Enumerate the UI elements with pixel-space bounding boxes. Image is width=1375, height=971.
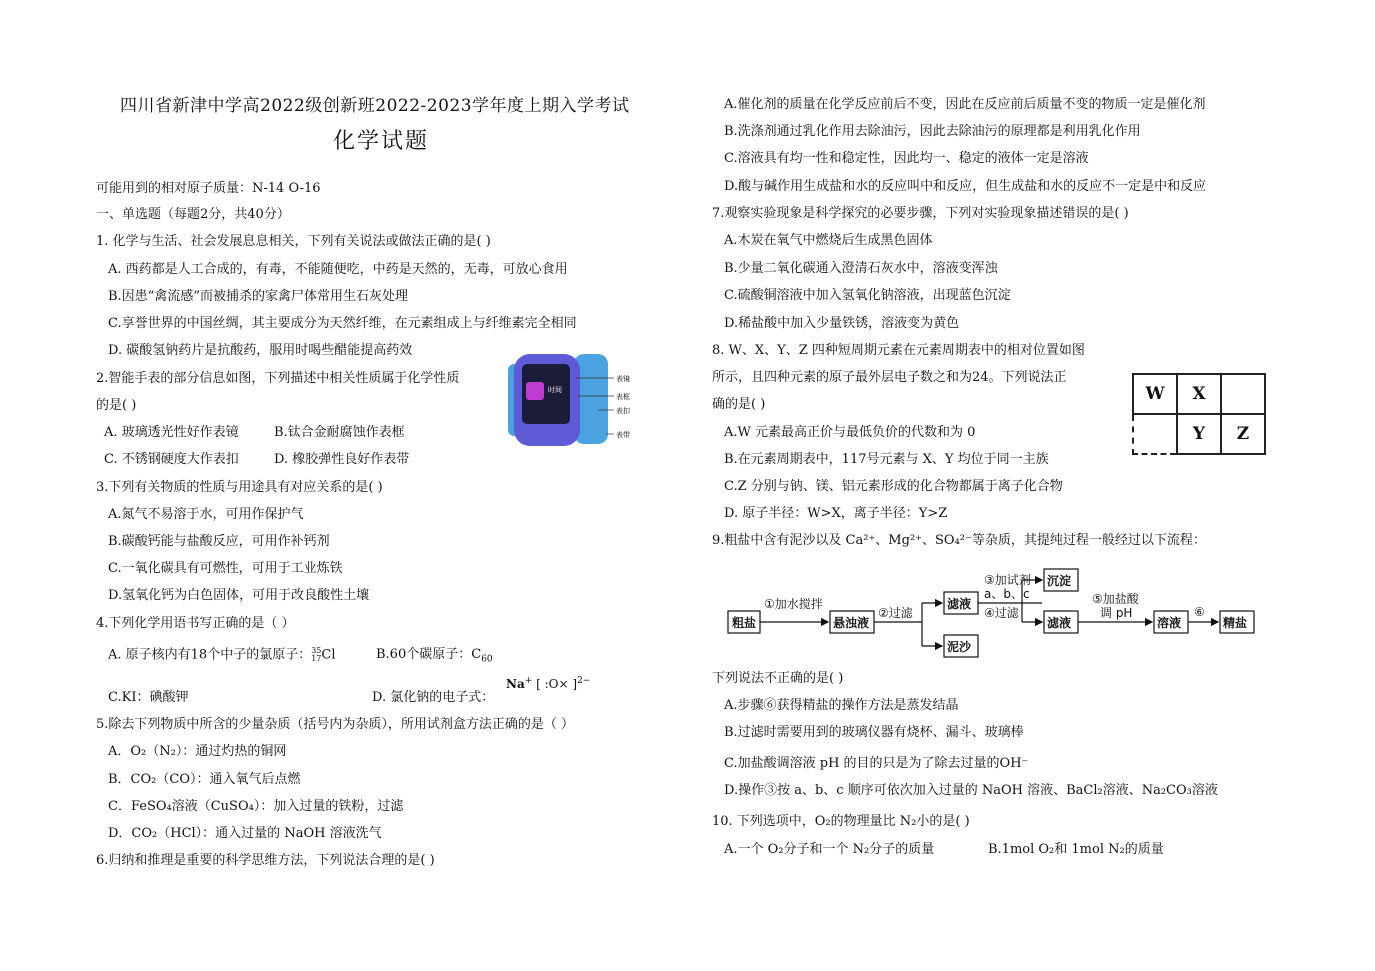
watch-label-strap: 表带 [616, 431, 630, 439]
q1-option-d: D. 碳酸氢钠药片是抗酸药，服用时喝些醋能提高药效 [108, 343, 413, 358]
q6-option-d: D.酸与碱作用生成盐和水的反应叫中和反应，但生成盐和水的反应不一定是中和反应 [724, 179, 1207, 194]
q4-option-d: D. 氯化钠的电子式： [372, 690, 495, 705]
flow-step-3: ③加试剂 [984, 573, 1031, 587]
q2-option-a: A. 玻璃透光性好作表镜 [104, 425, 239, 440]
q10-option-b: B.1mol O₂和 1mol N₂的质量 [988, 842, 1164, 857]
purification-flowchart [726, 567, 1256, 662]
q2-option-b: B.钛合金耐腐蚀作表框 [274, 425, 405, 440]
q9-option-b: B.过滤时需要用到的玻璃仪器有烧杯、漏斗、玻璃棒 [724, 725, 1024, 740]
nacl-electron-formula [506, 676, 590, 691]
q4-stem: 4.下列化学用语书写正确的是（ ） [96, 616, 295, 631]
formula-anion: [ :O× ] [536, 677, 578, 691]
q4-mass-number: 35 [311, 646, 322, 655]
q8-stem-line2: 所示，且四种元素的原子最外层电子数之和为24。下列说法正 [712, 370, 1067, 385]
q8-option-a: A.W 元素最高正价与最低负价的代数和为 0 [724, 425, 976, 440]
q3-option-a: A.氮气不易溶于水，可用作保护气 [108, 507, 304, 522]
q8-option-d: D. 原子半径：W>X，离子半径：Y>Z [724, 506, 948, 521]
q3-option-d: D.氢氧化钙为白色固体，可用于改良酸性土壤 [108, 588, 370, 603]
flow-step-5: ⑤加盐酸 [1092, 592, 1139, 606]
flow-step-2: ②过滤 [878, 606, 913, 620]
q4-option-b [376, 647, 493, 668]
q2-stem-line2: 的是( ) [96, 398, 137, 413]
flow-step-1: ①加水搅拌 [764, 597, 823, 611]
flow-filtrate-1: 滤液 [947, 597, 972, 611]
q6-option-c: C.溶液具有均一性和稳定性，因此均一、稳定的液体一定是溶液 [724, 151, 1089, 166]
periodic-table-fragment [1132, 373, 1266, 455]
atomic-masses: 可能用到的相对原子质量：N-14 O-16 [96, 181, 321, 196]
q8-option-c: C.Z 分别与钠、镁、铝元素形成的化合物都属于离子化合物 [724, 479, 1063, 494]
flow-precipitate: 沉淀 [1047, 574, 1072, 588]
watch-label-frame: 表框 [616, 393, 630, 401]
watch-screen-text: 时间 [548, 386, 562, 394]
q6-stem: 6.归纳和推理是重要的科学思维方法，下列说法合理的是( ) [96, 853, 435, 868]
q1-option-c: C.享誉世界的中国丝绸，其主要成分为天然纤维，在元素组成上与纤维素完全相同 [108, 316, 577, 331]
q10-stem: 10. 下列选项中，O₂的物理量比 N₂小的是( ) [712, 814, 970, 829]
q1-option-a: A. 西药都是人工合成的，有毒，不能随便吃，中药是天然的，无毒，可放心食用 [108, 262, 568, 277]
q4-option-c: C.KI：碘酸钾 [108, 690, 189, 705]
q5-option-d: D．CO₂（HCl）：通入过量的 NaOH 溶液洗气 [108, 826, 382, 841]
section-heading: 一、单选题（每题2分，共40分） [96, 207, 290, 222]
q5-option-b: B．CO₂（CO）：通入氧气后点燃 [108, 772, 301, 787]
q5-stem: 5.除去下列物质中所含的少量杂质（括号内为杂质），所用试剂盒方法正确的是（ ） [96, 717, 575, 732]
q10-option-a: A.一个 O₂分子和一个 N₂分子的质量 [724, 842, 935, 857]
flow-solution: 溶液 [1157, 616, 1182, 630]
smartwatch-image [506, 346, 641, 456]
q2-stem-line1: 2.智能手表的部分信息如图，下列描述中相关性质属于化学性质 [96, 371, 460, 386]
q9-option-d: D.操作③按 a、b、c 顺序可依次加入过量的 NaOH 溶液、BaCl₂溶液、Na₂CO₃溶液 [724, 783, 1218, 798]
formula-charge: 2− [577, 676, 591, 686]
q3-option-c: C.一氧化碳具有可燃性，可用于工业炼铁 [108, 561, 343, 576]
cell-y: Y [1177, 414, 1221, 454]
q2-option-c: C. 不锈钢硬度大作表扣 [104, 452, 239, 467]
cell-empty [1221, 374, 1265, 414]
q4-symbol: Cl [321, 647, 336, 663]
q9-stem-2: 下列说法不正确的是( ) [712, 671, 844, 686]
flow-abc: a、b、c [984, 587, 1030, 601]
q2-option-d: D. 橡胶弹性良好作表带 [274, 452, 410, 467]
flow-step-4: ④过滤 [984, 606, 1019, 620]
q4-option-b-sub: 60 [481, 654, 493, 665]
cell-x: X [1177, 374, 1221, 414]
q9-option-c: C.加盐酸调溶液 pH 的目的只是为了除去过量的OH⁻ [724, 756, 1029, 771]
q7-option-c: C.硫酸铜溶液中加入氢氧化钠溶液，出现蓝色沉淀 [724, 288, 1011, 303]
flow-crude-salt: 粗盐 [732, 616, 757, 630]
q7-option-d: D.稀盐酸中加入少量铁锈，溶液变为黄色 [724, 316, 960, 331]
q4-atomic-number: 17 [311, 654, 322, 663]
cell-w: W [1133, 374, 1177, 414]
q3-option-b: B.碳酸钙能与盐酸反应，可用作补钙剂 [108, 534, 330, 549]
q3-stem: 3.下列有关物质的性质与用途具有对应关系的是( ) [96, 480, 383, 495]
flow-turbid: 悬浊液 [833, 616, 870, 630]
q4-option-a [108, 647, 336, 664]
q9-stem: 9.粗盐中含有泥沙以及 Ca²⁺、Mg²⁺、SO₄²⁻等杂质，其提纯过程一般经过以下流程： [712, 533, 1206, 548]
flow-refined-salt: 精盐 [1223, 616, 1248, 630]
watch-label-clasp: 表扣 [616, 407, 630, 415]
exam-title: 四川省新津中学高2022级创新班2022-2023学年度上期入学考试 [120, 96, 630, 116]
q9-option-a: A.步骤⑥获得精盐的操作方法是蒸发结晶 [724, 698, 959, 713]
watch-label-lens: 表镜 [616, 375, 630, 383]
cell-empty-2 [1133, 414, 1177, 454]
formula-plus: + [524, 676, 533, 686]
q4-option-a-text: A. 原子核内有18个中子的氯原子： [108, 647, 312, 663]
q8-stem-line3: 确的是( ) [712, 397, 766, 412]
q7-stem: 7.观察实验现象是科学探究的必要步骤，下列对实验现象描述错误的是( ) [712, 206, 1129, 221]
q5-option-c: C．FeSO₄溶液（CuSO₄）：加入过量的铁粉，过滤 [108, 799, 404, 814]
q1-option-b: B.因患“禽流感”而被捕杀的家禽尸体常用生石灰处理 [108, 289, 408, 304]
flow-sand: 泥沙 [947, 640, 972, 654]
q7-option-b: B.少量二氧化碳通入澄清石灰水中，溶液变浑浊 [724, 261, 998, 276]
flow-step-6: ⑥ [1194, 605, 1205, 619]
q4-option-b-text: B.60个碳原子：C [376, 647, 482, 662]
q8-option-b: B.在元素周期表中，117号元素与 X、Y 均位于同一主族 [724, 452, 1049, 467]
watch-app-icon [526, 382, 544, 400]
flow-filtrate-2: 滤液 [1047, 616, 1072, 630]
q7-option-a: A.木炭在氧气中燃烧后生成黑色固体 [724, 233, 933, 248]
cell-z: Z [1221, 414, 1265, 454]
q6-option-b: B.洗涤剂通过乳化作用去除油污，因此去除油污的原理都是利用乳化作用 [724, 124, 1141, 139]
q6-option-a: A.催化剂的质量在化学反应前后不变，因此在反应前后质量不变的物质一定是催化剂 [724, 97, 1206, 112]
q1-stem: 1. 化学与生活、社会发展息息相关，下列有关说法或做法正确的是( ) [96, 234, 491, 249]
formula-cation: Na [506, 677, 525, 691]
exam-subtitle: 化学试题 [333, 129, 430, 154]
flow-ph: 调 pH [1100, 606, 1133, 620]
q8-stem-line1: 8. W、X、Y、Z 四种短周期元素在元素周期表中的相对位置如图 [712, 343, 1085, 358]
q5-option-a: A．O₂（N₂）：通过灼热的铜网 [108, 744, 287, 759]
